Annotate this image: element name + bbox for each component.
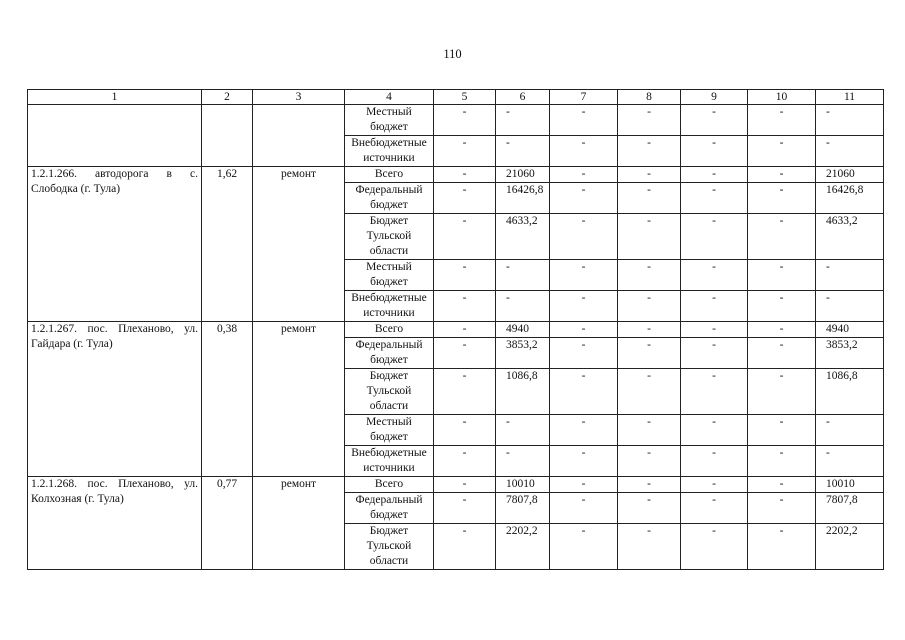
value-cell: - <box>618 446 681 477</box>
value-cell: - <box>550 524 618 570</box>
value-cell: - <box>681 415 748 446</box>
value-cell: 21060 <box>816 167 884 183</box>
value-cell: 1086,8 <box>816 369 884 415</box>
funding-source: Бюджет Тульской области <box>345 369 434 415</box>
value-cell: - <box>618 477 681 493</box>
column-header: 8 <box>618 90 681 105</box>
value-cell: - <box>496 136 550 167</box>
value-cell: - <box>618 338 681 369</box>
value-cell: 4633,2 <box>816 214 884 260</box>
object-name: 1.2.1.268. пос. Плеханово, ул. Колхозная (г. Тула) <box>28 477 202 570</box>
value-cell: - <box>681 524 748 570</box>
funding-source: Федеральный бюджет <box>345 338 434 369</box>
object-length: 0,77 <box>202 477 253 570</box>
value-cell: - <box>618 260 681 291</box>
value-cell: - <box>748 183 816 214</box>
value-cell: 3853,2 <box>496 338 550 369</box>
value-cell: - <box>748 446 816 477</box>
header-row <box>28 90 884 105</box>
column-header: 2 <box>202 90 253 105</box>
value-cell: - <box>550 477 618 493</box>
value-cell: - <box>550 291 618 322</box>
value-cell: 3853,2 <box>816 338 884 369</box>
value-cell: - <box>748 167 816 183</box>
value-cell: - <box>816 415 884 446</box>
value-cell: - <box>618 105 681 136</box>
value-cell: - <box>681 338 748 369</box>
funding-source: Местный бюджет <box>345 260 434 291</box>
value-cell: - <box>748 493 816 524</box>
column-header: 5 <box>434 90 496 105</box>
value-cell: - <box>681 260 748 291</box>
value-cell: - <box>748 260 816 291</box>
value-cell: - <box>618 214 681 260</box>
value-cell: - <box>816 105 884 136</box>
value-cell: - <box>550 338 618 369</box>
value-cell: - <box>681 291 748 322</box>
value-cell: - <box>748 291 816 322</box>
table-row <box>28 477 884 493</box>
value-cell: - <box>618 291 681 322</box>
value-cell: 16426,8 <box>496 183 550 214</box>
value-cell: - <box>618 183 681 214</box>
funding-source: Внебюджетные источники <box>345 291 434 322</box>
work-type: ремонт <box>253 477 345 570</box>
column-header: 9 <box>681 90 748 105</box>
budget-table <box>27 89 884 570</box>
value-cell: - <box>550 183 618 214</box>
value-cell: - <box>434 214 496 260</box>
value-cell: - <box>748 477 816 493</box>
value-cell: 4940 <box>496 322 550 338</box>
value-cell: - <box>681 369 748 415</box>
value-cell: - <box>434 493 496 524</box>
value-cell: - <box>681 136 748 167</box>
value-cell: - <box>550 369 618 415</box>
value-cell: - <box>434 415 496 446</box>
value-cell: - <box>748 105 816 136</box>
value-cell: - <box>434 167 496 183</box>
page-number: 110 <box>443 47 462 61</box>
object-name: 1.2.1.266. автодорога в с. Слободка (г. Тула) <box>28 167 202 322</box>
value-cell: - <box>681 183 748 214</box>
value-cell: - <box>748 338 816 369</box>
value-cell: - <box>618 369 681 415</box>
funding-source: Всего <box>345 322 434 338</box>
value-cell: - <box>434 446 496 477</box>
value-cell: - <box>816 291 884 322</box>
value-cell: - <box>748 136 816 167</box>
value-cell: - <box>496 415 550 446</box>
value-cell: - <box>434 369 496 415</box>
table-row <box>28 105 884 136</box>
value-cell: - <box>550 446 618 477</box>
table-body <box>28 90 884 570</box>
value-cell: - <box>618 322 681 338</box>
empty-object-cell <box>28 105 202 167</box>
funding-source: Местный бюджет <box>345 105 434 136</box>
value-cell: - <box>618 415 681 446</box>
funding-source: Всего <box>345 167 434 183</box>
value-cell: - <box>550 260 618 291</box>
value-cell: - <box>550 167 618 183</box>
funding-source: Всего <box>345 477 434 493</box>
value-cell: - <box>434 338 496 369</box>
value-cell: - <box>496 291 550 322</box>
value-cell: - <box>550 415 618 446</box>
object-name: 1.2.1.267. пос. Плеханово, ул. Гайдара (г. Тула) <box>28 322 202 477</box>
value-cell: - <box>550 136 618 167</box>
value-cell: 4633,2 <box>496 214 550 260</box>
work-type: ремонт <box>253 167 345 322</box>
value-cell: 21060 <box>496 167 550 183</box>
funding-source: Внебюджетные источники <box>345 136 434 167</box>
work-type: ремонт <box>253 322 345 477</box>
value-cell: - <box>618 136 681 167</box>
object-length: 0,38 <box>202 322 253 477</box>
value-cell: - <box>816 260 884 291</box>
value-cell: - <box>434 260 496 291</box>
value-cell: - <box>618 167 681 183</box>
value-cell: - <box>550 322 618 338</box>
value-cell: 16426,8 <box>816 183 884 214</box>
value-cell: - <box>550 493 618 524</box>
value-cell: - <box>748 214 816 260</box>
value-cell: - <box>434 105 496 136</box>
value-cell: - <box>816 136 884 167</box>
column-header: 1 <box>28 90 202 105</box>
value-cell: 10010 <box>816 477 884 493</box>
value-cell: 4940 <box>816 322 884 338</box>
funding-source: Федеральный бюджет <box>345 493 434 524</box>
value-cell: - <box>681 322 748 338</box>
value-cell: 1086,8 <box>496 369 550 415</box>
table-row <box>28 167 884 183</box>
value-cell: - <box>496 105 550 136</box>
value-cell: - <box>748 369 816 415</box>
value-cell: - <box>618 524 681 570</box>
empty-length-cell <box>202 105 253 167</box>
table-row <box>28 322 884 338</box>
value-cell: - <box>550 105 618 136</box>
value-cell: 7807,8 <box>496 493 550 524</box>
empty-work-cell <box>253 105 345 167</box>
value-cell: - <box>681 167 748 183</box>
value-cell: - <box>496 260 550 291</box>
funding-source: Бюджет Тульской области <box>345 524 434 570</box>
value-cell: - <box>434 524 496 570</box>
value-cell: - <box>681 446 748 477</box>
value-cell: - <box>748 415 816 446</box>
value-cell: - <box>681 477 748 493</box>
value-cell: - <box>434 322 496 338</box>
value-cell: 2202,2 <box>496 524 550 570</box>
column-header: 10 <box>748 90 816 105</box>
value-cell: - <box>434 477 496 493</box>
value-cell: - <box>681 214 748 260</box>
value-cell: - <box>496 446 550 477</box>
column-header: 6 <box>496 90 550 105</box>
value-cell: 7807,8 <box>816 493 884 524</box>
value-cell: - <box>434 291 496 322</box>
funding-source: Федеральный бюджет <box>345 183 434 214</box>
value-cell: - <box>681 493 748 524</box>
value-cell: - <box>618 493 681 524</box>
value-cell: - <box>681 105 748 136</box>
value-cell: - <box>816 446 884 477</box>
funding-source: Местный бюджет <box>345 415 434 446</box>
value-cell: - <box>550 214 618 260</box>
value-cell: - <box>748 322 816 338</box>
funding-source: Бюджет Тульской области <box>345 214 434 260</box>
column-header: 4 <box>345 90 434 105</box>
funding-source: Внебюджетные источники <box>345 446 434 477</box>
object-length: 1,62 <box>202 167 253 322</box>
column-header: 11 <box>816 90 884 105</box>
value-cell: - <box>434 136 496 167</box>
column-header: 3 <box>253 90 345 105</box>
column-header: 7 <box>550 90 618 105</box>
value-cell: 2202,2 <box>816 524 884 570</box>
value-cell: 10010 <box>496 477 550 493</box>
value-cell: - <box>434 183 496 214</box>
value-cell: - <box>748 524 816 570</box>
